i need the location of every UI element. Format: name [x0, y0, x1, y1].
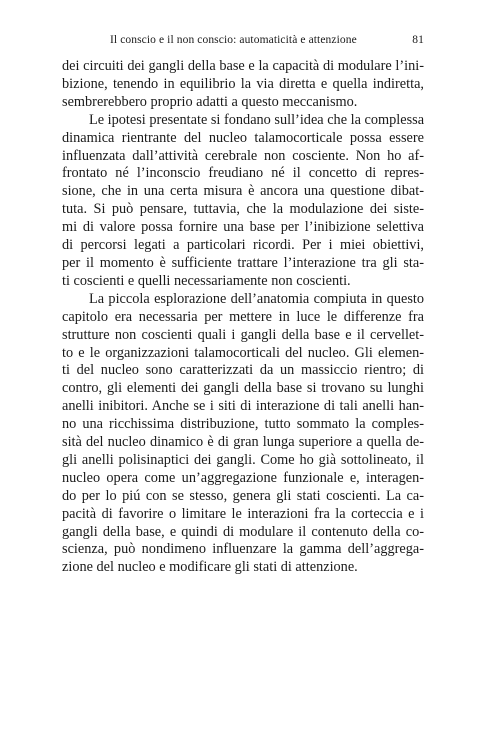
text-line: nucleo opera come un’aggregazione funzionale e, interagen-: [62, 469, 424, 486]
text-line: bizione, tenendo in equilibrio la via diretta e quella indiretta,: [62, 75, 424, 92]
paragraph: [62, 58, 424, 112]
text-line: dinamica rientrante del nucleo talamocorticale possa essere: [62, 129, 424, 146]
page-number: 81: [412, 34, 424, 46]
paragraph: [62, 112, 424, 291]
text-line: sione, che in una certa misura è ancora una questione dibat-: [62, 183, 424, 200]
text-line: no una ricchissima distribuzione, tutto sommato la comples-: [62, 416, 424, 433]
text-line: ti coscienti e quelli necessariamente non coscienti.: [62, 272, 351, 289]
text-line: sembrerebbero proprio adatti a questo meccanismo.: [62, 93, 358, 110]
text-line: tuta. Si può pensare, tuttavia, che la modulazione dei siste-: [62, 201, 424, 218]
text-line: Le ipotesi presentate si fondano sull’idea che la complessa: [89, 111, 425, 128]
page-header: [62, 34, 424, 50]
text-line: capitolo era necessaria per mettere in luce le differenze fra: [62, 308, 424, 325]
text-line: ti del nucleo sono caratterizzati da un massiccio rientro; di: [62, 362, 424, 379]
text-line: La piccola esplorazione dell’anatomia compiuta in questo: [89, 290, 424, 307]
text-line: pacità di favorire o limitare le interazioni fra la corteccia e i: [62, 505, 424, 522]
text-line: anelli inibitori. Anche se i siti di interazione di tali anelli han-: [62, 398, 424, 415]
text-line: gli anelli polisinaptici dei gangli. Come ho già sottolineato, il: [62, 451, 424, 468]
text-line: do per lo piú con se stesso, genera gli stati coscienti. La ca-: [62, 487, 424, 504]
text-line: scienza, può nondimeno influenzare la gamma dell’aggrega-: [62, 541, 424, 558]
text-line: influenzata dall’attività cerebrale non cosciente. Non ho af-: [62, 147, 424, 164]
text-line: strutture non coscienti quali i gangli della base e il cervellet-: [62, 326, 424, 343]
text-line: zione del nucleo e modificare gli stati di attenzione.: [62, 559, 358, 576]
running-title: Il conscio e il non conscio: automaticità e attenzione: [110, 34, 357, 46]
text-line: dei circuiti dei gangli della base e la capacità di modulare l’ini-: [62, 58, 424, 74]
text-line: per il momento è sufficiente trattare l’interazione tra gli sta-: [62, 254, 424, 271]
text-line: mi di valore possa fornire una base per l’inibizione selettiva: [62, 219, 424, 236]
text-line: contro, gli elementi dei gangli della base si trovano su lunghi: [62, 380, 424, 397]
text-line: gangli della base, e quindi di modulare il contenuto della co-: [62, 523, 424, 540]
body-text: [62, 58, 424, 577]
text-line: frontato né l’inconscio freudiano né il concetto di repres-: [62, 165, 424, 182]
paragraph: [62, 291, 424, 578]
text-line: to e le organizzazioni talamocorticali del nucleo. Gli elemen-: [62, 344, 424, 361]
text-line: di percorsi legati a particolari ricordi. Per i miei obiettivi,: [62, 237, 424, 254]
text-line: sità del nucleo dinamico è di gran lunga superiore a quella de-: [62, 434, 424, 451]
